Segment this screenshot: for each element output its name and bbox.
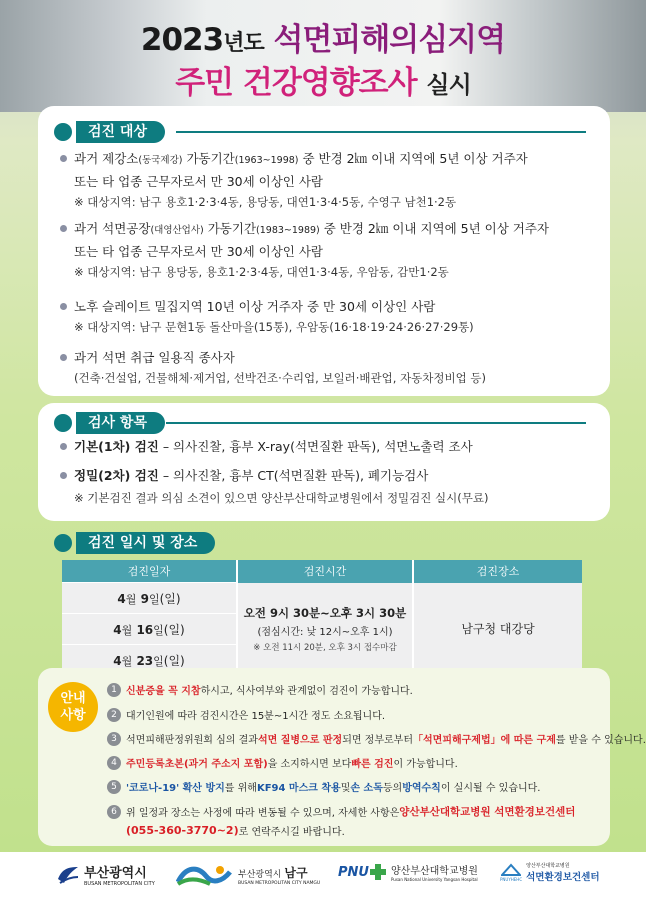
bullet-dot	[60, 155, 67, 162]
schedule-table	[62, 560, 582, 675]
title2-highlight: 주민 건강영향조사	[175, 65, 417, 101]
section-title: 검사 항목	[76, 412, 165, 434]
bullet-dot	[60, 443, 67, 450]
target-item-3: 노후 슬레이트 밀집지역 10년 이상 거주자 중 만 30세 이상인 사람 ※ 대상지역: 남구 문현1동 돌산마을(15통), 우암동(16·18·19·24·26·27·29통)	[74, 296, 474, 338]
exam-item-1: 기본(1차) 검진 – 의사진찰, 흉부 X-ray(석면질환 판독), 석면노출력 조사	[74, 436, 473, 457]
notice-item-6: 6 위 일정과 장소는 사정에 따라 변동될 수 있으며, 자세한 사항은 양산부산대학교병원 석면환경보건센터	[107, 804, 575, 819]
section-title: 검진 일시 및 장소	[76, 532, 215, 554]
col-header-time: 검진시간	[237, 560, 413, 583]
target-item-2: 과거 석면공장(대영산업사) 가동기간(1983~1989) 중 반경 2㎞ 이내 지역에 5년 이상 거주자 또는 타 업종 근무자로서 만 30세 이상인 사람 ※ 대상지역: 남구 용당동, 용호1·2·3·4동, 대연1·3·4동, 우암동, 감만1·2동	[74, 218, 549, 283]
title-year: 2023	[140, 22, 224, 58]
notice-item-5: 5 '코로나-19' 확산 방지 를 위해 KF94 마스크 착용 및 손 소독 등의 방역수칙 이 실시될 수 있습니다.	[107, 779, 540, 794]
section-header-target	[54, 121, 165, 143]
section-title: 검진 대상	[76, 121, 165, 143]
target-note-1: ※ 대상지역: 남구 용호1·2·3·4동, 용당동, 대연1·3·4·5동, 수영구 남천1·2동	[74, 195, 457, 209]
center-logo: PNUYHEHC 양산부산대학교병원 석면환경보건센터	[500, 863, 600, 883]
busan-emblem-icon	[56, 863, 80, 887]
table-row	[62, 583, 582, 614]
section-rule	[166, 422, 586, 424]
exam-item-2: 정밀(2차) 검진 – 의사진찰, 흉부 CT(석면질환 판독), 폐기능검사	[74, 465, 428, 486]
title-highlight: 석면피해의심지역	[273, 22, 506, 58]
pnuh-logo: PNU 양산부산대학교병원 Pusan National University Yangsan Hospital	[338, 864, 478, 882]
cross-icon	[369, 863, 387, 881]
notice-item-1: 1 신분증을 꼭 지참 하시고, 식사여부와 관계없이 검진이 가능합니다.	[107, 682, 413, 697]
date-cell: 4월 9일(일)	[62, 583, 237, 614]
section-dot	[54, 414, 72, 432]
date-cell: 4월 16일(일)	[62, 614, 237, 645]
bullet-dot	[60, 354, 67, 361]
namgu-emblem-icon	[176, 862, 232, 888]
section-rule	[176, 131, 586, 133]
title2-suffix: 실시	[426, 71, 471, 99]
notice-item-3: 3 석면피해판정위원회 심의 결과 석면 질병으로 판정 되면 정부로부터 「석면피해구제법」에 따른 구제 를 받을 수 있습니다.	[107, 731, 646, 746]
date-cell: 4월 23일(일)	[62, 645, 237, 676]
namgu-logo: 부산광역시 남구 BUSAN METROPOLITAN CITY NAMGU	[176, 862, 320, 888]
bullet-dot	[60, 472, 67, 479]
center-emblem-icon	[501, 863, 521, 877]
col-header-date: 검진일자	[62, 560, 237, 583]
target-note-4: (건축·건설업, 건물해체·제거업, 선박건조·수리업, 보일러·배관업, 자동차정비업 등)	[74, 371, 486, 385]
target-note-2: ※ 대상지역: 남구 용당동, 용호1·2·3·4동, 대연1·3·4동, 우암동, 감만1·2동	[74, 265, 449, 279]
bullet-dot	[60, 303, 67, 310]
target-item-1: 과거 제강소(동국제강) 가동기간(1963~1998) 중 반경 2㎞ 이내 지역에 5년 이상 거주자 또는 타 업종 근무자로서 만 30세 이상인 사람 ※ 대상지역: 남구 용호1·2·3·4동, 용당동, 대연1·3·4·5동, 수영구 남천1·2동	[74, 148, 528, 213]
section-header-schedule	[54, 532, 215, 554]
title-year-suffix: 년도	[223, 31, 264, 56]
notice-item-4: 4 주민등록초본(과거 주소지 포함) 을 소지하시면 보다 빠른 검진 이 가능합니다.	[107, 755, 458, 770]
section-dot	[54, 123, 72, 141]
section-header-exam	[54, 412, 165, 434]
bullet-dot	[60, 225, 67, 232]
section-dot	[54, 534, 72, 552]
title-line-1	[0, 14, 646, 59]
target-note-3: ※ 대상지역: 남구 문현1동 돌산마을(15통), 우암동(16·18·19·24·26·27·29통)	[74, 320, 474, 334]
exam-note: ※ 기본검진 결과 의심 소견이 있으면 양산부산대학교병원에서 정밀검진 실시(무료)	[74, 491, 489, 505]
time-cell: 오전 9시 30분~오후 3시 30분 (점심시간: 낮 12시~오후 1시) ※ 오전 11시 20분, 오후 3시 접수마감	[237, 583, 413, 676]
title-line-2	[0, 57, 646, 102]
target-item-4: 과거 석면 취급 일용직 종사자 (건축·건설업, 건물해체·제거업, 선박건조·수리업, 보일러·배관업, 자동차정비업 등)	[74, 347, 486, 389]
busan-logo: 부산광역시 BUSAN METROPOLITAN CITY	[56, 862, 155, 887]
notice-item-6-line2: (055-360-3770~2) 로 연락주시길 바랍니다.	[126, 824, 345, 838]
notice-item-2: 2 대기인원에 따라 검진시간은 15분~1시간 정도 소요됩니다.	[107, 707, 385, 722]
place-cell: 남구청 대강당	[413, 583, 582, 676]
notice-badge: 안내 사항	[48, 682, 98, 732]
col-header-place: 검진장소	[413, 560, 582, 583]
